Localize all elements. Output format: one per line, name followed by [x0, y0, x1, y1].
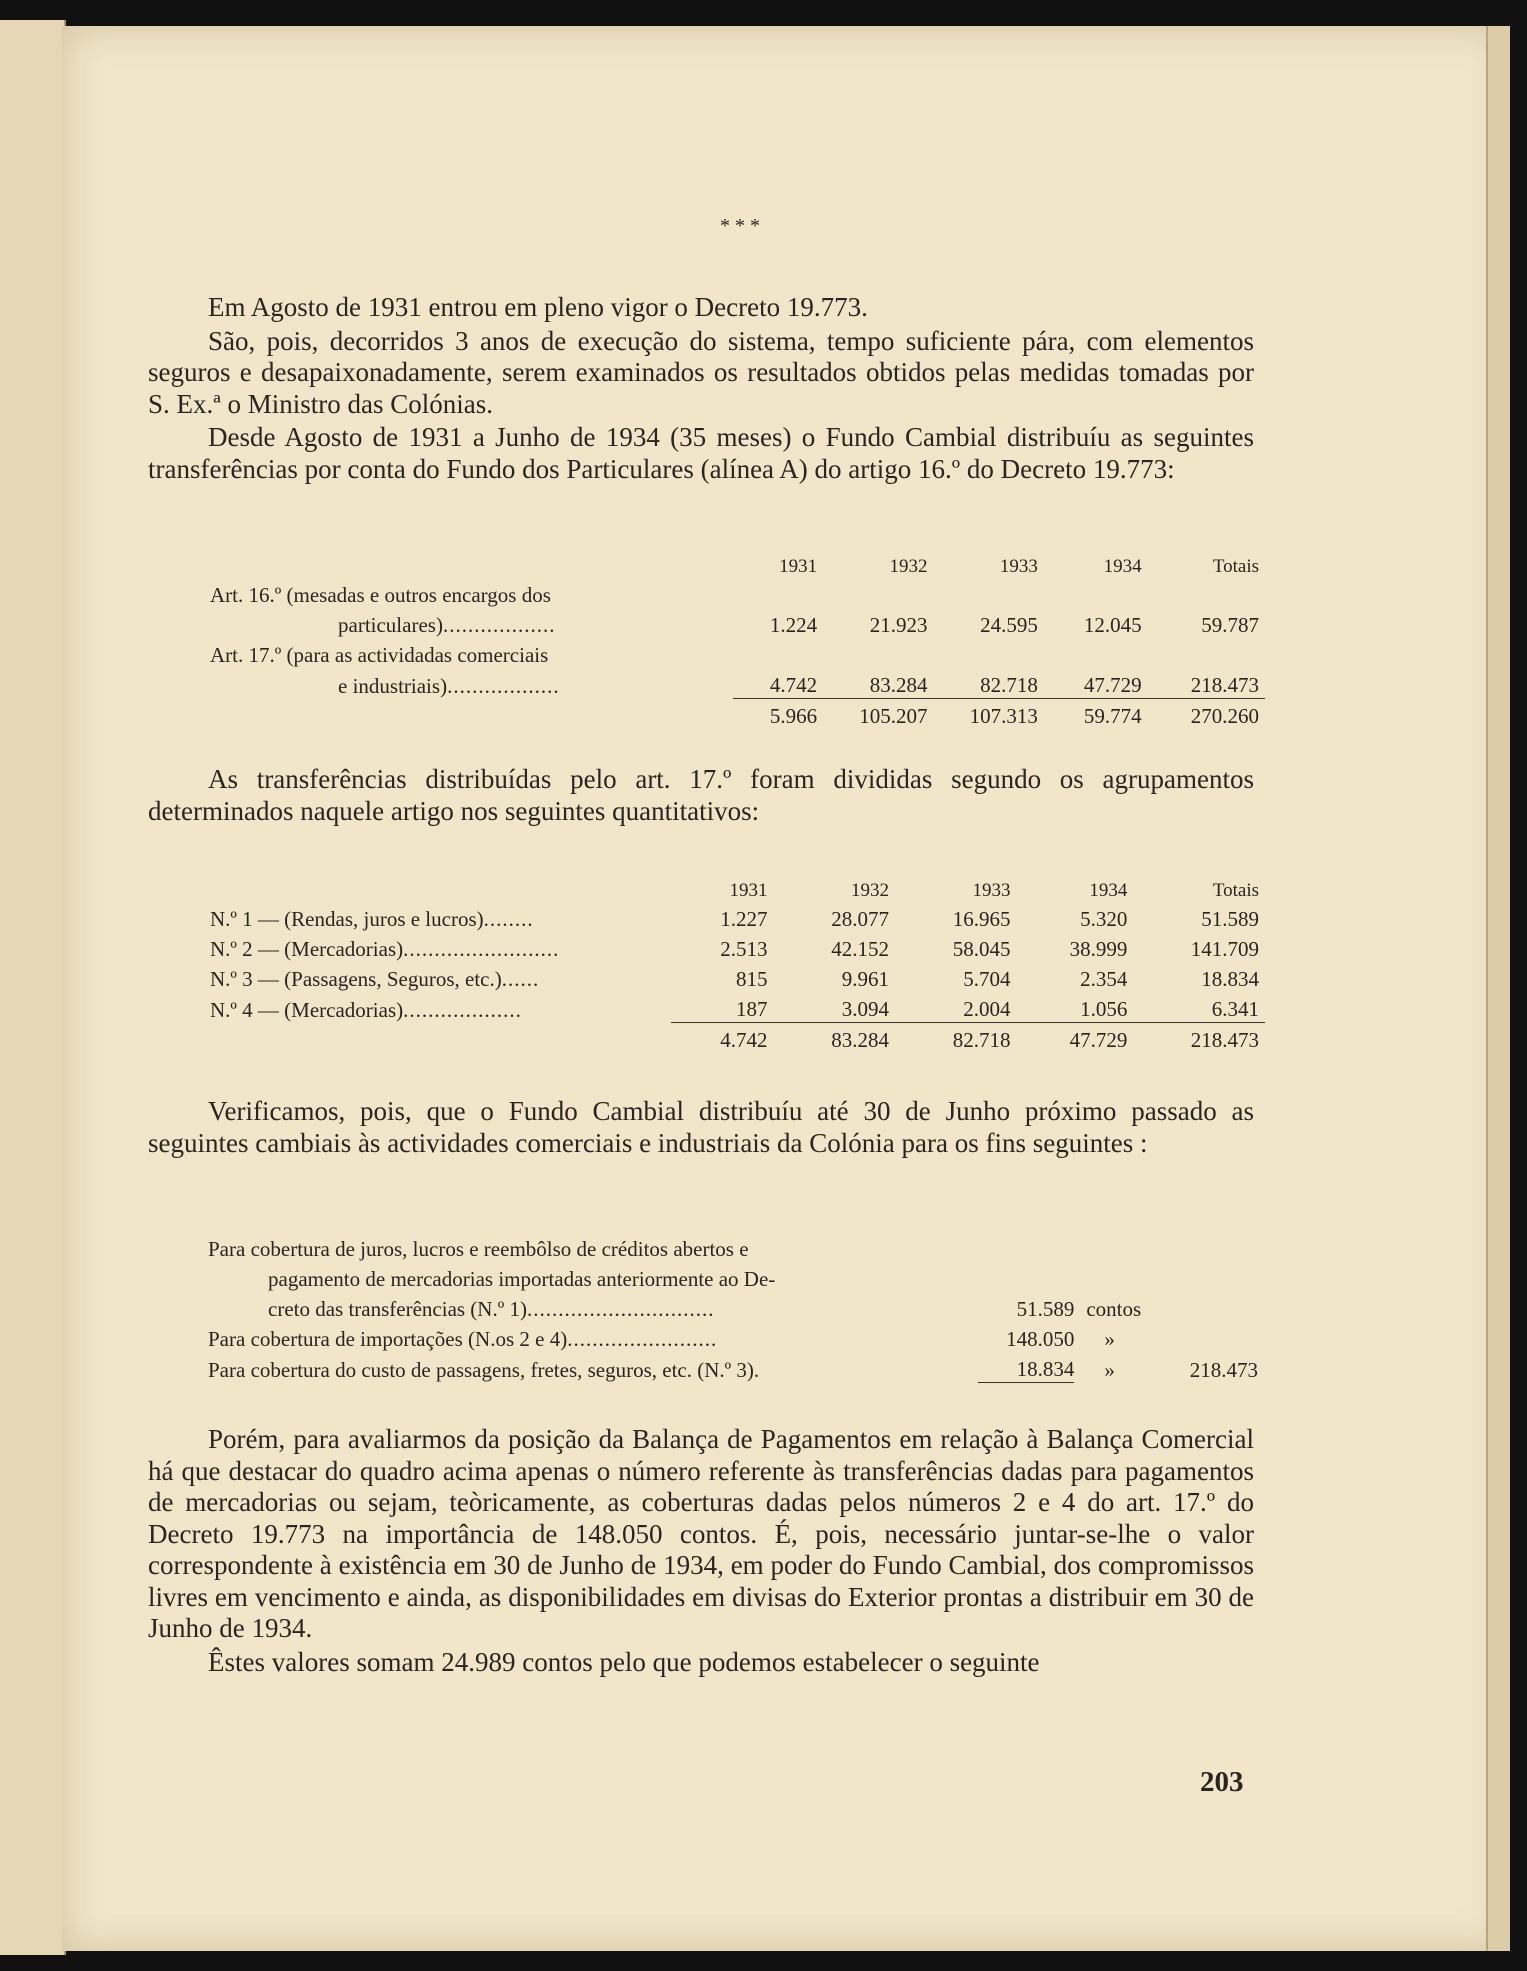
table-cell: 9.961 [841, 967, 890, 991]
table-row [210, 902, 1265, 932]
table-cell: 2.513 [720, 937, 768, 961]
table-row [210, 608, 1265, 638]
list-item [208, 1262, 1258, 1292]
col-header: 1934 [1103, 556, 1142, 577]
row-label: particulares).................. [338, 613, 556, 637]
total-cell: 107.313 [969, 704, 1038, 728]
row-label: e industriais).................. [338, 673, 560, 698]
table-cell: 6.341 [1133, 992, 1265, 1023]
coverage-value: 51.589 [1016, 1297, 1075, 1321]
row-label: N.º 1 — (Rendas, juros e lucros)........ [210, 907, 534, 931]
coverage-unit: contos [1086, 1297, 1142, 1321]
table-cell: 24.595 [980, 613, 1038, 637]
table-row [210, 962, 1265, 992]
row-label: N.º 2 — (Mercadorias)......................... [210, 937, 560, 961]
table-cell: 28.077 [831, 907, 890, 931]
table-cell: 815 [736, 967, 768, 991]
previous-page-edge [0, 20, 66, 1955]
col-header: Totais [1212, 556, 1259, 577]
coverage-unit: » [1104, 1327, 1115, 1351]
list-item [208, 1322, 1258, 1352]
table-cell: 141.709 [1190, 937, 1259, 961]
col-header: 1933 [972, 880, 1011, 901]
table-cell: 82.718 [933, 668, 1043, 699]
list-item [208, 1352, 1258, 1383]
coverage-label: Para cobertura de importações (N.os 2 e 4)........................ [208, 1327, 718, 1351]
table-row [210, 638, 1265, 668]
row-label: Art. 17.º (para as actividadas comerciais [210, 643, 549, 667]
table-row [210, 578, 1265, 608]
table-row [210, 932, 1265, 962]
table-cell: 5.320 [1080, 907, 1128, 931]
table-header-row [210, 872, 1265, 902]
verification-section [148, 1096, 1254, 1159]
row-label: N.º 4 — (Mercadorias)................... [210, 997, 522, 1022]
col-header: 1932 [889, 556, 928, 577]
coverage-list [208, 1232, 1258, 1383]
table-cell: 42.152 [831, 937, 890, 961]
total-cell: 5.966 [769, 704, 818, 728]
table-cell: 187 [671, 992, 773, 1023]
middle-section [148, 764, 1254, 827]
table-cell: 218.473 [1148, 668, 1265, 699]
coverage-label: Para cobertura do custo de passagens, fretes, seguros, etc. (N.º 3). [208, 1357, 760, 1382]
col-header: 1931 [779, 556, 818, 577]
coverage-label: Para cobertura de juros, lucros e reembôlso de créditos abertos e [208, 1237, 749, 1261]
col-header: Totais [1212, 880, 1259, 901]
table-cell: 59.787 [1201, 613, 1259, 637]
list-item [208, 1292, 1258, 1322]
coverage-unit: » [1104, 1357, 1115, 1382]
total-cell: 4.742 [720, 1028, 768, 1052]
table-row [210, 992, 1265, 1023]
table-cell: 4.742 [733, 668, 823, 699]
intro-paragraph-3: Desde Agosto de 1931 a Junho de 1934 (35 meses) o Fundo Cambial distribuíu as seguintes transferências por conta do Fundo dos Particulares (alínea A) do artigo 16.º do Decreto 19.773: [148, 422, 1254, 484]
page-number: 203 [1200, 1766, 1244, 1798]
table-cell: 5.704 [963, 967, 1011, 991]
table-cell: 1.056 [1017, 992, 1134, 1023]
table-cell: 16.965 [952, 907, 1011, 931]
col-header: 1934 [1089, 880, 1128, 901]
total-cell: 59.774 [1083, 704, 1142, 728]
total-cell: 83.284 [831, 1028, 890, 1052]
coverage-total: 218.473 [1189, 1357, 1258, 1382]
table-cell: 3.094 [774, 992, 896, 1023]
row-label: N.º 3 — (Passagens, Seguros, etc.)...... [210, 967, 540, 991]
totals-row [210, 699, 1265, 730]
table-cell: 2.354 [1080, 967, 1128, 991]
coverage-value: 18.834 [978, 1352, 1074, 1383]
col-header: 1933 [999, 556, 1038, 577]
table-header-row [210, 548, 1265, 578]
table-cell: 12.045 [1083, 613, 1142, 637]
coverage-label: pagamento de mercadorias importadas anteriormente ao De- [268, 1267, 776, 1291]
section-separator-stars: * * * [720, 215, 760, 237]
total-cell: 47.729 [1069, 1028, 1128, 1052]
page-edge-right [1486, 26, 1510, 1951]
table-cell: 1.224 [769, 613, 818, 637]
table-cell: 38.999 [1069, 937, 1128, 961]
closing-paragraph-1: Porém, para avaliarmos da posição da Balança de Pagamentos em relação à Balança Comercial há que destacar do quadro acima apenas o número referente às transferências dadas para pagamentos de mercadorias ou sejam, teòricamente, as coberturas dadas pelos números 2 e 4 do art. 17.º do Decreto 19.773 na importância de 148.050 contos. É, pois, necessário juntar-se-lhe o valor correspondente à existência em 30 de Junho de 1934, em poder do Fundo Cambial, dos compromissos livres em vencimento e ainda, as disponibilidades em divisas do Exterior prontas a distribuir em 30 de Junho de 1934. [148, 1424, 1254, 1643]
col-header: 1932 [851, 880, 890, 901]
table-cell: 51.589 [1201, 907, 1259, 931]
closing-section [148, 1424, 1254, 1678]
list-item [208, 1232, 1258, 1262]
total-cell: 82.718 [952, 1028, 1011, 1052]
coverage-label: creto das transferências (N.º 1).............................. [268, 1297, 715, 1321]
col-header: 1931 [729, 880, 768, 901]
row-label: Art. 16.º (mesadas e outros encargos dos [210, 583, 551, 607]
intro-paragraph-1: Em Agosto de 1931 entrou em pleno vigor o Decreto 19.773. [208, 292, 868, 322]
total-cell: 218.473 [1190, 1028, 1259, 1052]
article17-breakdown-table [210, 872, 1265, 1053]
coverage-value: 148.050 [1006, 1327, 1075, 1351]
verification-paragraph: Verificamos, pois, que o Fundo Cambial distribuíu até 30 de Junho próximo passado as seguintes cambiais às actividades comerciais e industriais da Colónia para os fins seguintes : [148, 1096, 1254, 1158]
totals-row [210, 1023, 1265, 1054]
table-cell: 58.045 [952, 937, 1011, 961]
table-cell: 21.923 [869, 613, 928, 637]
transfers-table [210, 548, 1265, 729]
middle-paragraph: As transferências distribuídas pelo art. 17.º foram divididas segundo os agrupamentos determinados naquele artigo nos seguintes quantitativos: [148, 764, 1254, 826]
intro-paragraph-2: São, pois, decorridos 3 anos de execução do sistema, tempo suficiente pára, com elementos seguros e desapaixonadamente, serem examinados os resultados obtidos pelas medidas tomadas por S. Ex.ª o Ministro das Colónias. [148, 325, 1254, 419]
table-cell: 83.284 [823, 668, 933, 699]
table-row [210, 668, 1265, 699]
total-cell: 105.207 [859, 704, 928, 728]
closing-paragraph-2: Êstes valores somam 24.989 contos pelo que podemos estabelecer o seguinte [208, 1646, 1040, 1677]
table-cell: 47.729 [1044, 668, 1148, 699]
intro-section [148, 292, 1254, 485]
table-cell: 18.834 [1201, 967, 1259, 991]
total-cell: 270.260 [1190, 704, 1259, 728]
table-cell: 2.004 [895, 992, 1017, 1023]
table-cell: 1.227 [720, 907, 768, 931]
